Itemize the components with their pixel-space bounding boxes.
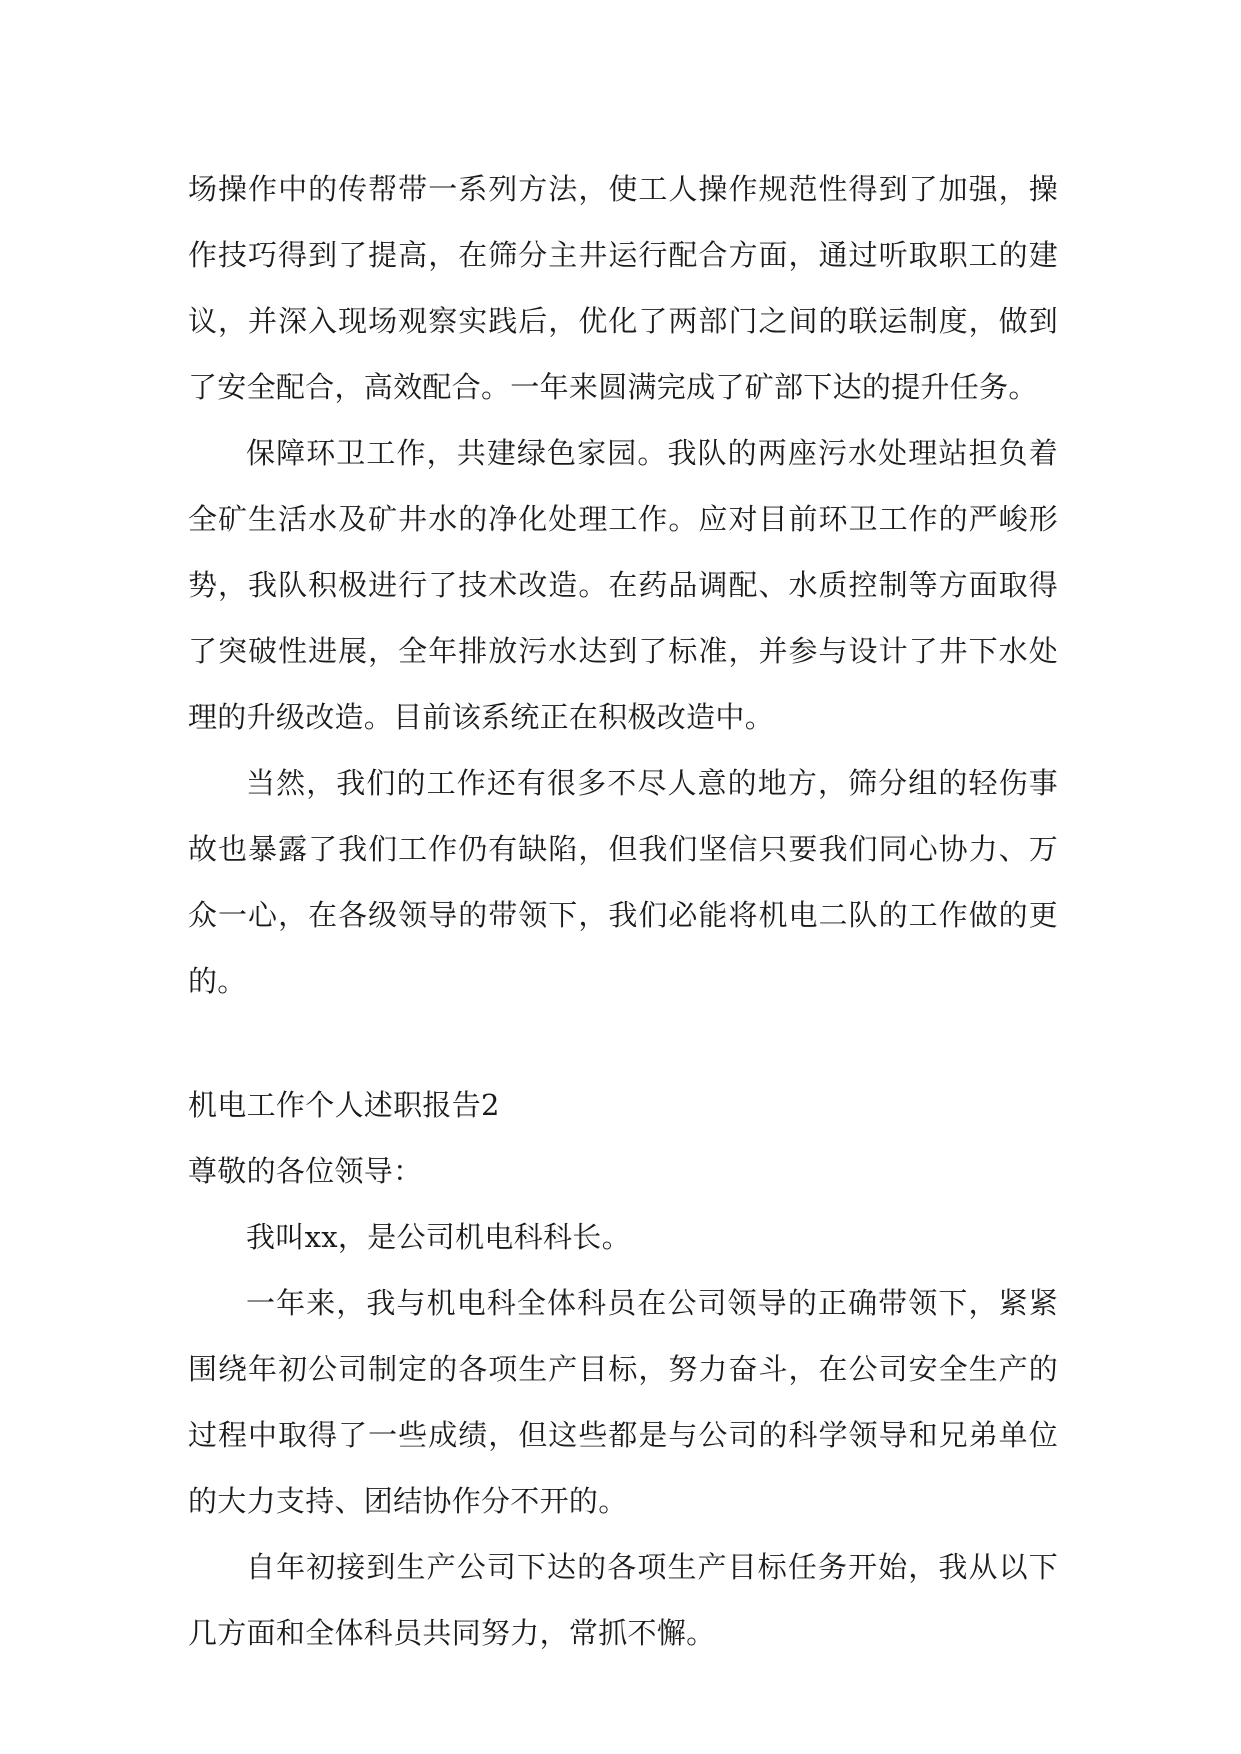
salutation: 尊敬的各位领导：	[188, 1154, 423, 1188]
report-title: 机电工作个人述职报告2	[188, 1088, 500, 1122]
section-gap	[188, 1014, 1058, 1072]
paragraph-environment: 保障环卫工作，共建绿色家园。我队的两座污水处理站担负着全矿生活水及矿井水的净化处理工作。应对目前环卫工作的严峻形势，我队积极进行了技术改造。在药品调配、水质控制等方面取得了突破性进展，全年排放污水达到了标准，并参与设计了井下水处理的升级改造。目前该系统正在积极改造中。	[188, 436, 1058, 734]
paragraph-goals: 自年初接到生产公司下达的各项生产目标任务开始，我从以下几方面和全体科员共同努力，常抓不懈。	[188, 1550, 1058, 1650]
document-body	[188, 156, 1058, 1666]
paragraph-shortcomings: 当然，我们的工作还有很多不尽人意的地方，筛分组的轻伤事故也暴露了我们工作仍有缺陷，但我们坚信只要我们同心协力、万众一心，在各级领导的带领下，我们必能将机电二队的工作做的更的。	[188, 766, 1058, 998]
paragraph-introduction: 我叫xx，是公司机电科科长。	[246, 1220, 631, 1254]
paragraph-year-summary: 一年来，我与机电科全体科员在公司领导的正确带领下，紧紧围绕年初公司制定的各项生产目标，努力奋斗，在公司安全生产的过程中取得了一些成绩，但这些都是与公司的科学领导和兄弟单位的大力支持、团结协作分不开的。	[188, 1286, 1058, 1518]
paragraph-continuation: 场操作中的传帮带一系列方法，使工人操作规范性得到了加强，操作技巧得到了提高，在筛分主井运行配合方面，通过听取职工的建议，并深入现场观察实践后，优化了两部门之间的联运制度，做到了安全配合，高效配合。一年来圆满完成了矿部下达的提升任务。	[188, 172, 1058, 404]
